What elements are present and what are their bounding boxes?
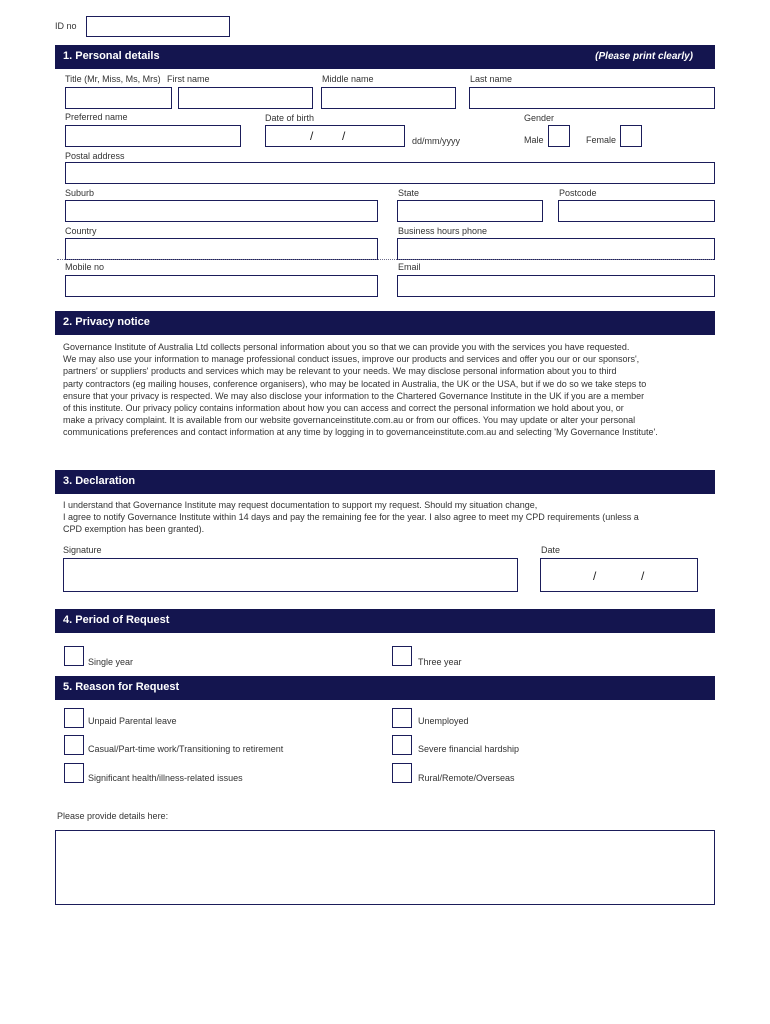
email-label: Email bbox=[398, 262, 421, 272]
state-input[interactable] bbox=[397, 200, 543, 222]
privacy-notice-text bbox=[63, 341, 658, 439]
email-input[interactable] bbox=[397, 275, 715, 297]
id-label: ID no bbox=[55, 21, 77, 31]
unemployed-label: Unemployed bbox=[418, 716, 469, 726]
section-declaration-header bbox=[55, 470, 715, 494]
title-label: Title (Mr, Miss, Ms, Mrs) bbox=[65, 74, 161, 84]
preferred-name-input[interactable] bbox=[65, 125, 241, 147]
declaration-line: I agree to notify Governance Institute within 14 days and pay the remaining fee for the year. I also agree to meet my CPD requirements (unless a bbox=[63, 512, 639, 523]
three-year-label: Three year bbox=[418, 657, 462, 667]
postcode-label: Postcode bbox=[559, 188, 597, 198]
health-issues-checkbox[interactable] bbox=[64, 763, 84, 783]
dob-format-hint: dd/mm/yyyy bbox=[412, 136, 461, 146]
mobile-label: Mobile no bbox=[65, 262, 105, 272]
separator-line bbox=[57, 259, 713, 260]
title-input[interactable] bbox=[65, 87, 172, 109]
business-phone-label: Business hours phone bbox=[398, 226, 488, 236]
section-reason-header bbox=[55, 676, 715, 700]
dob-separator-2: / bbox=[342, 129, 346, 143]
preferred-name-label: Preferred name bbox=[65, 112, 128, 122]
last-name-input[interactable] bbox=[469, 87, 715, 109]
suburb-label: Suburb bbox=[65, 188, 95, 198]
privacy-line: make a privacy complaint. It is available from our website governanceinstitute.com.au or from our offices. You may update or alter your personal bbox=[63, 415, 636, 426]
suburb-input[interactable] bbox=[65, 200, 378, 222]
gender-label: Gender bbox=[524, 113, 555, 123]
postal-address-input[interactable] bbox=[65, 162, 715, 184]
last-name-label: Last name bbox=[470, 74, 513, 84]
mobile-input[interactable] bbox=[65, 275, 378, 297]
declaration-text bbox=[63, 499, 639, 536]
section-period-title: 4. Period of Request bbox=[63, 614, 170, 626]
declaration-line: CPD exemption has been granted). bbox=[63, 524, 205, 535]
details-label: Please provide details here: bbox=[57, 811, 169, 821]
date-separator-2: / bbox=[641, 569, 645, 583]
rural-remote-label: Rural/Remote/Overseas bbox=[418, 773, 515, 783]
date-label: Date bbox=[541, 545, 561, 555]
female-checkbox[interactable] bbox=[620, 125, 642, 147]
middle-name-input[interactable] bbox=[321, 87, 456, 109]
privacy-line: We may also use your information to manage professional conduct issues, improve our products and services and offer you our or our sponsors', bbox=[63, 354, 640, 365]
state-label: State bbox=[398, 188, 420, 198]
signature-field[interactable] bbox=[63, 558, 518, 592]
section-privacy-header bbox=[55, 311, 715, 335]
declaration-line: I understand that Governance Institute may request documentation to support my request. Should my situation change, bbox=[63, 500, 538, 510]
financial-hardship-checkbox[interactable] bbox=[392, 735, 412, 755]
first-name-label: First name bbox=[167, 74, 210, 84]
single-year-checkbox[interactable] bbox=[64, 646, 84, 666]
financial-hardship-label: Severe financial hardship bbox=[418, 744, 520, 754]
details-textarea[interactable] bbox=[55, 830, 715, 905]
business-phone-input[interactable] bbox=[397, 238, 715, 260]
parental-leave-label: Unpaid Parental leave bbox=[88, 716, 177, 726]
privacy-line: of this institute. Our privacy policy contains information about how you can access and correct the personal information we hold about you, or bbox=[63, 403, 624, 414]
female-label: Female bbox=[586, 135, 617, 145]
privacy-line: communications preferences and contact information at any time by logging in to governanceinstitute.com.au and selecting 'My Governance Institute'. bbox=[63, 427, 658, 438]
first-name-input[interactable] bbox=[178, 87, 313, 109]
casual-work-checkbox[interactable] bbox=[64, 735, 84, 755]
single-year-label: Single year bbox=[88, 657, 134, 667]
casual-work-label: Casual/Part-time work/Transitioning to retirement bbox=[88, 744, 284, 754]
signature-label: Signature bbox=[63, 545, 102, 555]
section-declaration-title: 3. Declaration bbox=[63, 475, 136, 487]
declaration-date-input[interactable] bbox=[540, 558, 698, 592]
dob-input[interactable] bbox=[265, 125, 405, 147]
male-label: Male bbox=[524, 135, 544, 145]
male-checkbox[interactable] bbox=[548, 125, 570, 147]
parental-leave-checkbox[interactable] bbox=[64, 708, 84, 728]
country-input[interactable] bbox=[65, 238, 378, 260]
rural-remote-checkbox[interactable] bbox=[392, 763, 412, 783]
privacy-line: partners' or suppliers' products and services which may be relevant to your needs. We may disclose personal information about you to third bbox=[63, 366, 617, 377]
section-period-header bbox=[55, 609, 715, 633]
print-clearly-note: (Please print clearly) bbox=[595, 51, 693, 62]
postcode-input[interactable] bbox=[558, 200, 715, 222]
middle-name-label: Middle name bbox=[322, 74, 374, 84]
health-issues-label: Significant health/illness-related issues bbox=[88, 773, 243, 783]
privacy-line: ensure that your privacy is respected. We may also disclose your information to the Chartered Governance Institute in the UK if you are a member bbox=[63, 390, 645, 401]
section-personal-header bbox=[55, 45, 715, 69]
date-separator-1: / bbox=[593, 569, 597, 583]
unemployed-checkbox[interactable] bbox=[392, 708, 412, 728]
country-label: Country bbox=[65, 226, 97, 236]
id-input[interactable] bbox=[86, 16, 230, 37]
dob-separator-1: / bbox=[310, 129, 314, 143]
privacy-line: Governance Institute of Australia Ltd collects personal information about you so that we can provide you with the services you have requested. bbox=[63, 342, 630, 352]
privacy-line: party contractors (eg mailing houses, conference organisers), who may be located in Australia, the UK or the USA, but if we do so we take steps to bbox=[63, 378, 647, 389]
three-year-checkbox[interactable] bbox=[392, 646, 412, 666]
section-reason-title: 5. Reason for Request bbox=[63, 681, 180, 693]
section-privacy-title: 2. Privacy notice bbox=[63, 316, 150, 328]
dob-label: Date of birth bbox=[265, 113, 315, 123]
section-personal-title: 1. Personal details bbox=[63, 50, 160, 62]
postal-address-label: Postal address bbox=[65, 151, 125, 161]
